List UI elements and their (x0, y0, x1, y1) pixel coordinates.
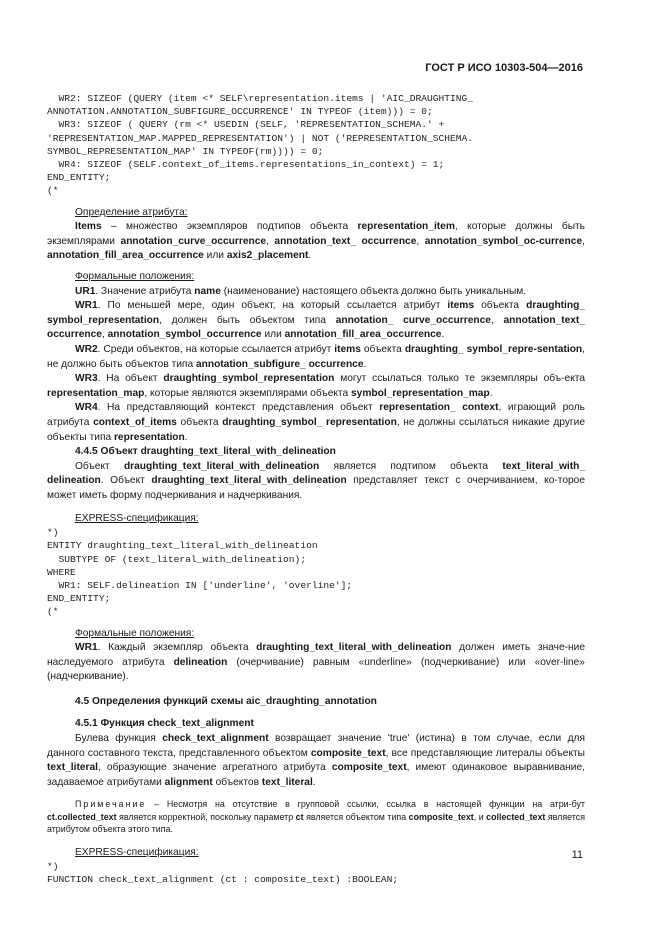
code-line: *) (47, 861, 59, 873)
code-line: SUBTYPE OF (text_literal_with_delineation); (47, 553, 307, 565)
code-line: SYMBOL_REPRESENTATION_MAP' IN TYPEOF(rm)))) = 0; (47, 145, 324, 157)
standard-header: ГОСТ Р ИСО 10303-504—2016 (425, 62, 583, 74)
section-heading-4-5: 4.5 Определения функций схемы aic_draughting_annotation (75, 695, 377, 707)
rule-wr3: WR3. На объект draughting_symbol_representation могут ссылаться только те экземпляры объ-екта representation_map, которые являются экземплярами объекта symbol_representation_map. (47, 373, 585, 399)
express-code-block-3 (47, 860, 585, 886)
section-4-5-1-text: Булева функция check_text_alignment возвращает значение 'true' (истина) в том случае, если для данного составного текста, представленного объектом composite_text, все представляющие литералы объекты text_literal, образующие значение агрегатного атрибута composite_text, имеют одинаковое выравнивание, задаваемое атрибутами alignment объектов text_literal. (47, 733, 586, 788)
rule-wr1-delineation: WR1. Каждый экземпляр объекта draughting_text_literal_with_delineation должен иметь значе-ние наследуемого атрибута delineation (очерчивание) равным «underline» (подчеркивание) или «over-line» (надчеркивание). (47, 642, 585, 683)
code-line: (* (47, 606, 59, 618)
code-line: WHERE (47, 566, 76, 578)
code-line: WR2: SIZEOF (QUERY (item <* SELF\representation.items | 'AIC_DRAUGHTING_ (47, 93, 474, 104)
attribute-definition-label: Определение атрибута: (75, 206, 188, 218)
code-line: WR4: SIZEOF (SELF.context_of_items.representations_in_context) = 1; (47, 159, 445, 171)
note-paragraph: Примечание – Несмотря на отсутствие в групповой ссылки, ссылка в настоящей функции на атри-бут ct.collected_text является корректной, поскольку параметр ct является объектом типа composite_text, и collected_text является атрибутом объекта этого типа. (47, 799, 585, 835)
rule-wr2: WR2. Среди объектов, на которые ссылается атрибут items объекта draughting_ symbol_repre-sentation, не должно быть объектов типа annotation_subfigure_ occurrence. (47, 343, 585, 370)
attribute-definition-text: Items – множество экземпляров подтипов объекта representation_item, которые должны быть экземплярами annotation_curve_occurrence, annotation_text_ occurrence, annotation_symbol_oc-currence, annotation_fill_area_occurrence или axis2_placement. (47, 221, 585, 262)
code-line: (* (47, 185, 59, 197)
rule-ur1: UR1. Значение атрибута name (наименование) настоящего объекта должно быть уникальным. (75, 285, 527, 297)
section-heading-4-5-1: 4.5.1 Функция check_text_alignment (75, 718, 254, 730)
section-4-4-5-text: Объект draughting_text_literal_with_delineation является подтипом объекта text_literal_with_ delineation. Объект draughting_text_literal_with_delineation представляет текст с очерчиванием, ко-торое может иметь форму подчеркивания и надчеркивания. (47, 460, 585, 501)
express-spec-label-2: EXPRESS-спецификация: (75, 846, 199, 858)
rule-wr1: WR1. По меньшей мере, один объект, на который ссылается атрибут items объекта draughting_ symbol_representation, должен быть объектом типа annotation_ curve_occurrence, annotation_text_ occurrence, annotation_symbol_occurrence или annotation_fill_area_occurrence. (47, 300, 585, 341)
code-line: 'REPRESENTATION_MAP.MAPPED_REPRESENTATION') | NOT ('REPRESENTATION_SCHEMA. (47, 132, 474, 144)
code-line: WR1: SELF.delineation IN ['underline', 'overline']; (47, 579, 353, 591)
express-spec-label: EXPRESS-спецификация: (75, 512, 199, 524)
code-line: ANNOTATION.ANNOTATION_SUBFIGURE_OCCURRENCE' IN TYPEOF (item))) = 0; (47, 106, 433, 118)
code-line: END_ENTITY; (47, 172, 111, 184)
code-line: END_ENTITY; (47, 593, 111, 605)
formal-propositions-label-2: Формальные положения: (75, 627, 195, 639)
express-code-block-1 (47, 92, 585, 198)
page-content (47, 92, 585, 887)
rule-wr4: WR4. На представляющий контекст представления объект representation_ context, играющий роль атрибута context_of_items объекта draughting_symbol_ representation, не должны ссылаться никакие другие объекты типа representation. (47, 402, 585, 443)
page-number: 11 (571, 849, 583, 861)
section-heading-4-4-5: 4.4.5 Объект draughting_text_literal_with_delineation (75, 446, 336, 458)
code-line: FUNCTION check_text_alignment (ct : composite_text) :BOOLEAN; (47, 874, 399, 886)
code-line: WR3: SIZEOF ( QUERY (rm <* USEDIN (SELF, 'REPRESENTATION_SCHEMA.' + (47, 119, 445, 131)
formal-propositions-label: Формальные положения: (75, 271, 195, 282)
code-line: *) (47, 527, 59, 539)
code-line: ENTITY draughting_text_literal_with_delineation (47, 540, 318, 552)
express-code-block-2 (47, 526, 585, 618)
